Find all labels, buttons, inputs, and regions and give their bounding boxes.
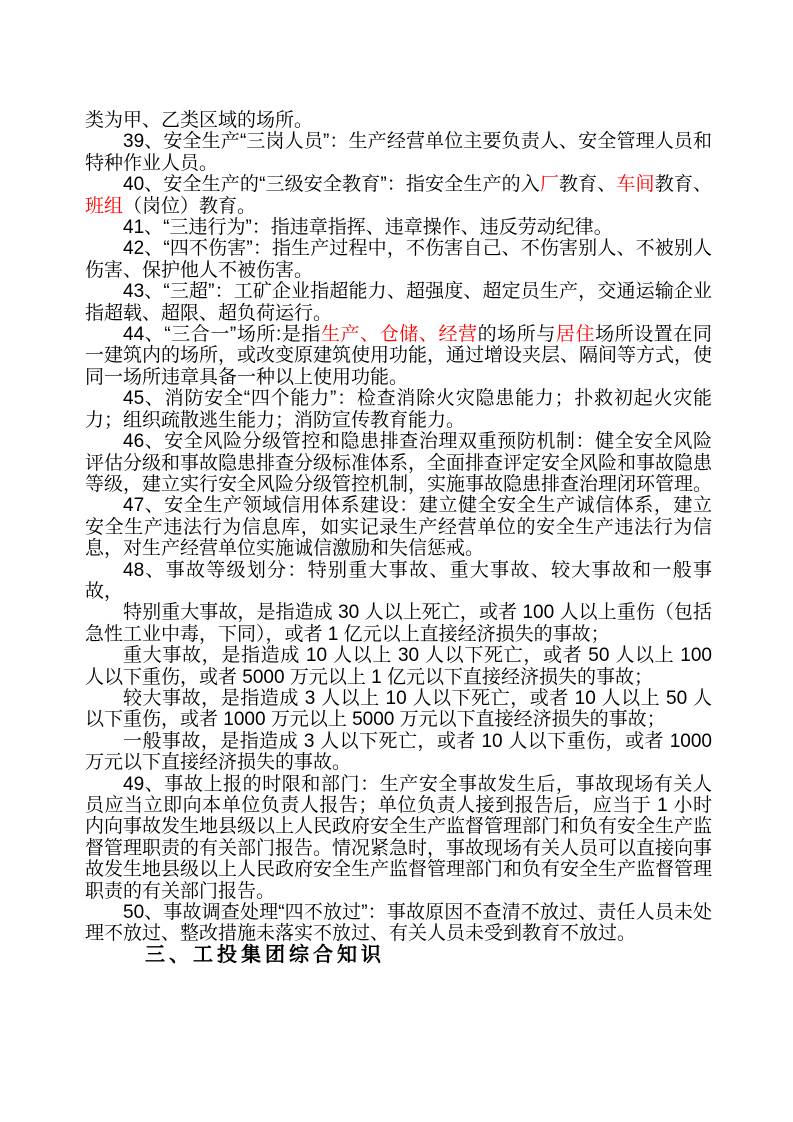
item-40 — [85, 174, 712, 217]
item-50 — [85, 902, 712, 945]
item-45 — [85, 388, 712, 431]
document-body — [85, 110, 712, 966]
text-run: 39、安全生产“三岗人员”：生产经营单位主要负责人、安全管理人员和特种作业人员。 — [85, 131, 712, 174]
item-42 — [85, 238, 712, 281]
text-run: 的场所与 — [477, 324, 556, 346]
continuation-line — [85, 110, 712, 131]
item-48-general — [85, 731, 712, 774]
item-41 — [85, 217, 712, 238]
text-run: 三、工投集团综合知识 — [145, 943, 385, 966]
text-run: 42、“四不伤害”：指生产过程中，不伤害自己、不伤害别人、不被别人伤害、保护他人不被伤害。 — [85, 238, 712, 281]
item-49 — [85, 774, 712, 902]
section-heading — [85, 945, 712, 966]
text-run: 46、安全风险分级管控和隐患排查治理双重预防机制：健全安全风险评估分级和事故隐患排查分级标准体系，全面排查评定安全风险和事故隐患等级，建立实行安全风险分级管控机制，实施事故隐患排查治理闭环管理。 — [85, 431, 713, 495]
text-run: 特别重大事故，是指造成 30 人以上死亡，或者 100 人以上重伤（包括急性工业中毒，下同），或者 1 亿元以上直接经济损失的事故； — [85, 602, 712, 645]
item-44 — [85, 324, 712, 388]
text-run: 重大事故，是指造成 10 人以上 30 人以下死亡，或者 50 人以上 100 人以下重伤，或者 5000 万元以上 1 亿元以下直接经济损失的事故； — [85, 645, 712, 688]
red-text-run: 厂 — [539, 174, 560, 196]
item-46 — [85, 431, 712, 495]
text-run: 教育、 — [559, 174, 617, 196]
text-run: （岗位）教育。 — [123, 195, 257, 217]
red-text-run: 车间 — [616, 174, 655, 196]
item-48-extra-serious — [85, 602, 712, 645]
text-run: 教育、 — [654, 174, 712, 196]
text-run: 44、“三合一”场所:是指 — [123, 324, 321, 346]
text-run: 一般事故，是指造成 3 人以下死亡，或者 10 人以下重伤，或者 1000 万元以下直接经济损失的事故。 — [85, 730, 712, 774]
text-run: 类为甲、乙类区域的场所。 — [85, 110, 314, 131]
red-text-run: 生产、仓储、经营 — [320, 324, 478, 346]
item-39 — [85, 131, 712, 174]
red-text-run: 班组 — [85, 195, 124, 217]
item-47 — [85, 495, 712, 559]
text-run: 40、安全生产的“三级安全教育”：指安全生产的入 — [123, 174, 540, 196]
text-run: 50、事故调查处理“四不放过”：事故原因不查清不放过、责任人员未处理不放过、整改措施未落实不放过、有关人员未受到教育不放过。 — [85, 902, 712, 945]
text-run: 43、“三超”：工矿企业指超能力、超强度、超定员生产，交通运输企业指超载、超限、超负荷运行。 — [85, 281, 712, 324]
text-run: 场所设置在同一建筑内的场所，或改变原建筑使用功能，通过增设夹层、隔间等方式，使同一场所违章具备一种以上使用功能。 — [85, 324, 713, 388]
text-run: 49、事故上报的时限和部门：生产安全事故发生后，事故现场有关人员应当立即向本单位负责人报告；单位负责人接到报告后，应当于 1 小时内向事故发生地县级以上人民政府安全生产监督管理部门和负有安全生产监督管理职责的有关部门报告。情况紧急时，事故现场有关人员可以直接向事故发生地县级以上人民政府安全生产监督管理部门和负有安全生产监督管理职责的有关部门报告。 — [85, 773, 713, 902]
text-run: 45、消防安全“四个能力”：检查消除火灾隐患能力；扑救初起火灾能力；组织疏散逃生能力；消防宣传教育能力。 — [85, 388, 712, 431]
text-run: 47、安全生产领域信用体系建设：建立健全安全生产诚信体系，建立安全生产违法行为信息库，如实记录生产经营单位的安全生产违法行为信息，对生产经营单位实施诚信激励和失信惩戒。 — [85, 495, 712, 560]
text-run: 较大事故，是指造成 3 人以上 10 人以下死亡，或者 10 人以上 50 人以下重伤，或者 1000 万元以上 5000 万元以下直接经济损失的事故； — [85, 687, 712, 731]
item-48-serious — [85, 645, 712, 688]
red-text-run: 居住 — [555, 324, 596, 346]
item-43 — [85, 281, 712, 324]
text-run: 48、事故等级划分：特别重大事故、重大事故、较大事故和一般事故， — [85, 559, 712, 602]
item-48 — [85, 560, 712, 603]
item-48-larger — [85, 688, 712, 731]
text-run: 41、“三违行为”：指违章指挥、违章操作、违反劳动纪律。 — [123, 217, 613, 239]
